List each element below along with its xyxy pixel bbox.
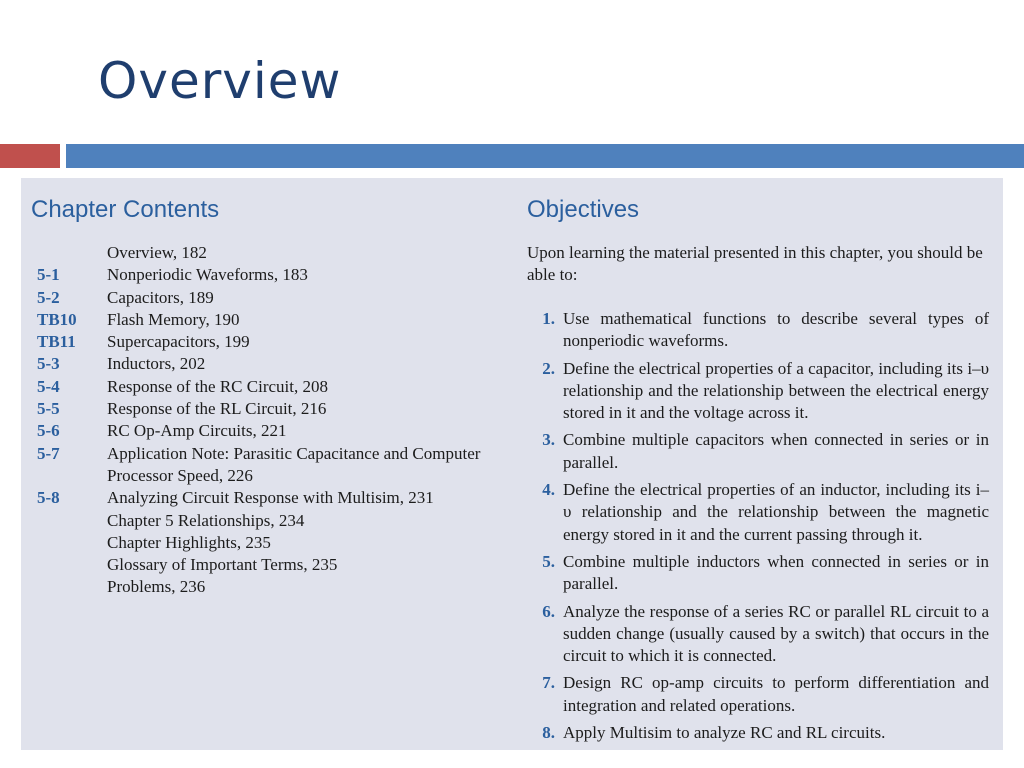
- objective-item: [527, 429, 989, 474]
- toc-number: [37, 242, 107, 264]
- objective-text: Use mathematical functions to describe several types of nonperiodic waveforms.: [563, 309, 989, 351]
- toc-item: [37, 309, 527, 331]
- objective-number: 1.: [542, 309, 555, 328]
- toc-item: [37, 443, 527, 488]
- chapter-contents-list: [37, 242, 527, 599]
- toc-title: Supercapacitors, 199: [107, 332, 250, 352]
- toc-title: Capacitors, 189: [107, 287, 214, 307]
- objective-number: 5.: [542, 551, 555, 571]
- toc-number: [37, 510, 107, 532]
- accent-bar-red: [0, 144, 60, 168]
- toc-number: 5-3: [37, 354, 60, 374]
- objective-item: [527, 722, 989, 744]
- objective-number: 8.: [542, 723, 555, 743]
- objectives-heading: Objectives: [527, 196, 640, 223]
- toc-title: Inductors, 202: [107, 354, 206, 374]
- objective-item: [527, 358, 989, 425]
- toc-item: [37, 576, 527, 598]
- objective-text: Define the electrical properties of an inductor, including its i–υ relationship and the relationship between the magnetic energy stored in it and the current passing through it.: [563, 480, 989, 544]
- toc-title: Flash Memory, 190: [107, 309, 240, 329]
- toc-item: [37, 287, 527, 309]
- toc-title: Chapter Highlights, 235: [107, 532, 271, 552]
- objective-item: [527, 551, 989, 596]
- toc-number: TB10: [37, 309, 77, 329]
- toc-item: [37, 510, 527, 532]
- toc-number: [37, 532, 107, 554]
- objective-item: [527, 601, 989, 668]
- objective-item: [527, 479, 989, 546]
- objective-number: 6.: [542, 601, 555, 621]
- toc-number: TB11: [37, 332, 76, 352]
- objective-item: [527, 308, 989, 353]
- toc-number: [37, 554, 107, 576]
- objective-text: Combine multiple capacitors when connected in series or in parallel.: [563, 430, 989, 472]
- toc-title: Problems, 236: [107, 577, 206, 597]
- toc-item: [37, 420, 527, 442]
- toc-item: [37, 353, 527, 375]
- toc-number: 5-2: [37, 287, 60, 307]
- objective-number: 3.: [542, 430, 555, 450]
- objective-text: Combine multiple inductors when connected in series or in parallel.: [563, 551, 989, 594]
- toc-title: Analyzing Circuit Response with Multisim, 231: [107, 488, 434, 508]
- toc-item: [37, 398, 527, 420]
- objective-number: 2.: [542, 358, 555, 378]
- toc-title: Glossary of Important Terms, 235: [107, 555, 338, 575]
- objective-number: 7.: [542, 673, 555, 693]
- toc-item: [37, 554, 527, 576]
- slide-title: Overview: [98, 52, 342, 110]
- objective-text: Analyze the response of a series RC or parallel RL circuit to a sudden change (usually caused by a switch) that occurs in the circuit to which it is connected.: [563, 601, 989, 666]
- toc-item: [37, 487, 527, 509]
- toc-title: Chapter 5 Relationships, 234: [107, 510, 305, 530]
- toc-number: [37, 576, 107, 598]
- objective-text: Define the electrical properties of a capacitor, including its i–υ relationship and the relationship between the electrical energy stored in it and the voltage across it.: [563, 358, 989, 423]
- toc-title: RC Op-Amp Circuits, 221: [107, 421, 287, 441]
- toc-title: Nonperiodic Waveforms, 183: [107, 265, 308, 285]
- toc-number: 5-7: [37, 443, 60, 463]
- objectives-list: [527, 308, 989, 749]
- objective-item: [527, 672, 989, 717]
- toc-item: [37, 532, 527, 554]
- toc-number: 5-8: [37, 488, 60, 508]
- toc-title: Response of the RL Circuit, 216: [107, 399, 327, 419]
- objectives-intro: Upon learning the material presented in this chapter, you should be able to:: [527, 243, 983, 285]
- toc-item: [37, 242, 527, 264]
- toc-number: 5-5: [37, 399, 60, 419]
- objective-text: Design RC op-amp circuits to perform differentiation and integration and related operations.: [563, 673, 989, 715]
- toc-item: [37, 264, 527, 286]
- chapter-contents-heading: Chapter Contents: [31, 196, 220, 223]
- objective-text: Apply Multisim to analyze RC and RL circuits.: [563, 723, 886, 743]
- toc-title: Response of the RC Circuit, 208: [107, 376, 328, 396]
- toc-item: [37, 331, 527, 353]
- toc-title: Application Note: Parasitic Capacitance and Computer Processor Speed, 226: [107, 443, 481, 485]
- content-panel: [21, 178, 1003, 750]
- toc-title: Overview, 182: [107, 243, 207, 262]
- toc-item: [37, 376, 527, 398]
- objective-number: 4.: [542, 480, 555, 500]
- toc-number: 5-6: [37, 421, 60, 441]
- toc-number: 5-4: [37, 376, 60, 396]
- toc-number: 5-1: [37, 265, 60, 285]
- accent-bar-blue: [66, 144, 1024, 168]
